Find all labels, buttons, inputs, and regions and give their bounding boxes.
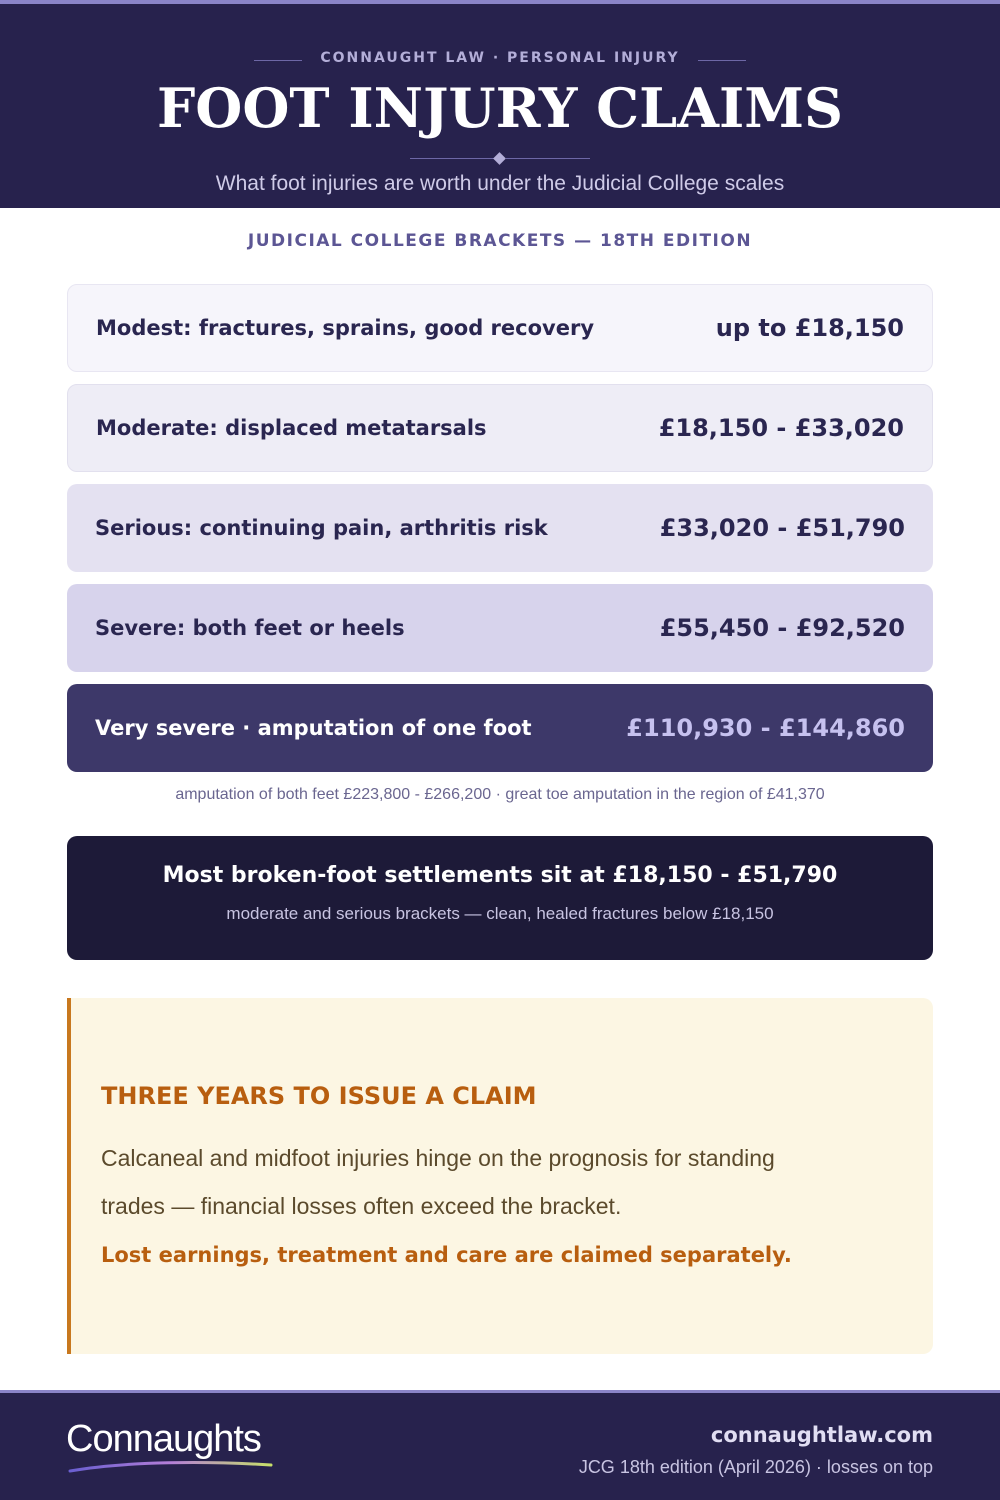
logo-swoosh-icon xyxy=(68,1459,273,1475)
bracket-range: £33,020 - £51,790 xyxy=(659,514,905,542)
callout-heading: THREE YEARS TO ISSUE A CLAIM xyxy=(101,1082,537,1110)
eyebrow-row xyxy=(0,50,1000,72)
callout-emphasis: Lost earnings, treatment and care are claimed separately. xyxy=(101,1243,792,1267)
limitation-callout xyxy=(67,998,933,1354)
title-divider-left xyxy=(410,158,494,159)
eyebrow-rule-right xyxy=(698,60,746,61)
callout-body: Calcaneal and midfoot injuries hinge on the prognosis for standing trades — financial losses often exceed the bracket. xyxy=(101,1145,775,1219)
bracket-footnote: amputation of both feet £223,800 - £266,200 · great toe amputation in the region of £41,370 xyxy=(175,786,825,803)
bracket-range: up to £18,150 xyxy=(715,314,904,342)
bracket-row-severe xyxy=(67,584,933,672)
section-label: JUDICIAL COLLEGE BRACKETS — 18TH EDITION xyxy=(247,231,753,251)
bracket-label: Very severe · amputation of one foot xyxy=(95,716,532,740)
title-divider-right xyxy=(506,158,590,159)
summary-headline: Most broken-foot settlements sit at £18,150 - £51,790 xyxy=(162,863,838,888)
bracket-label: Moderate: displaced metatarsals xyxy=(96,416,487,440)
summary-panel xyxy=(67,836,933,960)
footer-note: JCG 18th edition (April 2026) · losses on top xyxy=(578,1457,933,1477)
eyebrow-rule-left xyxy=(254,60,302,61)
bracket-range: £55,450 - £92,520 xyxy=(659,614,905,642)
eyebrow-text: CONNAUGHT LAW · PERSONAL INJURY xyxy=(320,50,680,66)
bracket-row-moderate xyxy=(67,384,933,472)
bracket-range: £110,930 - £144,860 xyxy=(626,714,905,742)
diamond-ornament-icon xyxy=(493,152,506,165)
bracket-label: Severe: both feet or heels xyxy=(95,616,405,640)
footer-bar xyxy=(0,1390,1000,1500)
bracket-label: Serious: continuing pain, arthritis risk xyxy=(95,516,548,540)
page-subtitle: What foot injuries are worth under the Judicial College scales xyxy=(215,172,785,195)
bracket-label: Modest: fractures, sprains, good recovery xyxy=(96,316,595,340)
page-title: FOOT INJURY CLAIMS xyxy=(156,76,844,140)
summary-subline: moderate and serious brackets — clean, healed fractures below £18,150 xyxy=(226,904,774,923)
bracket-range: £18,150 - £33,020 xyxy=(658,414,904,442)
header-banner xyxy=(0,0,1000,208)
footer-website-link[interactable]: connaughtlaw.com xyxy=(710,1423,933,1447)
brand-logo: Connaughts xyxy=(66,1418,261,1460)
bracket-row-modest xyxy=(67,284,933,372)
bracket-row-very-severe xyxy=(67,684,933,772)
bracket-row-serious xyxy=(67,484,933,572)
